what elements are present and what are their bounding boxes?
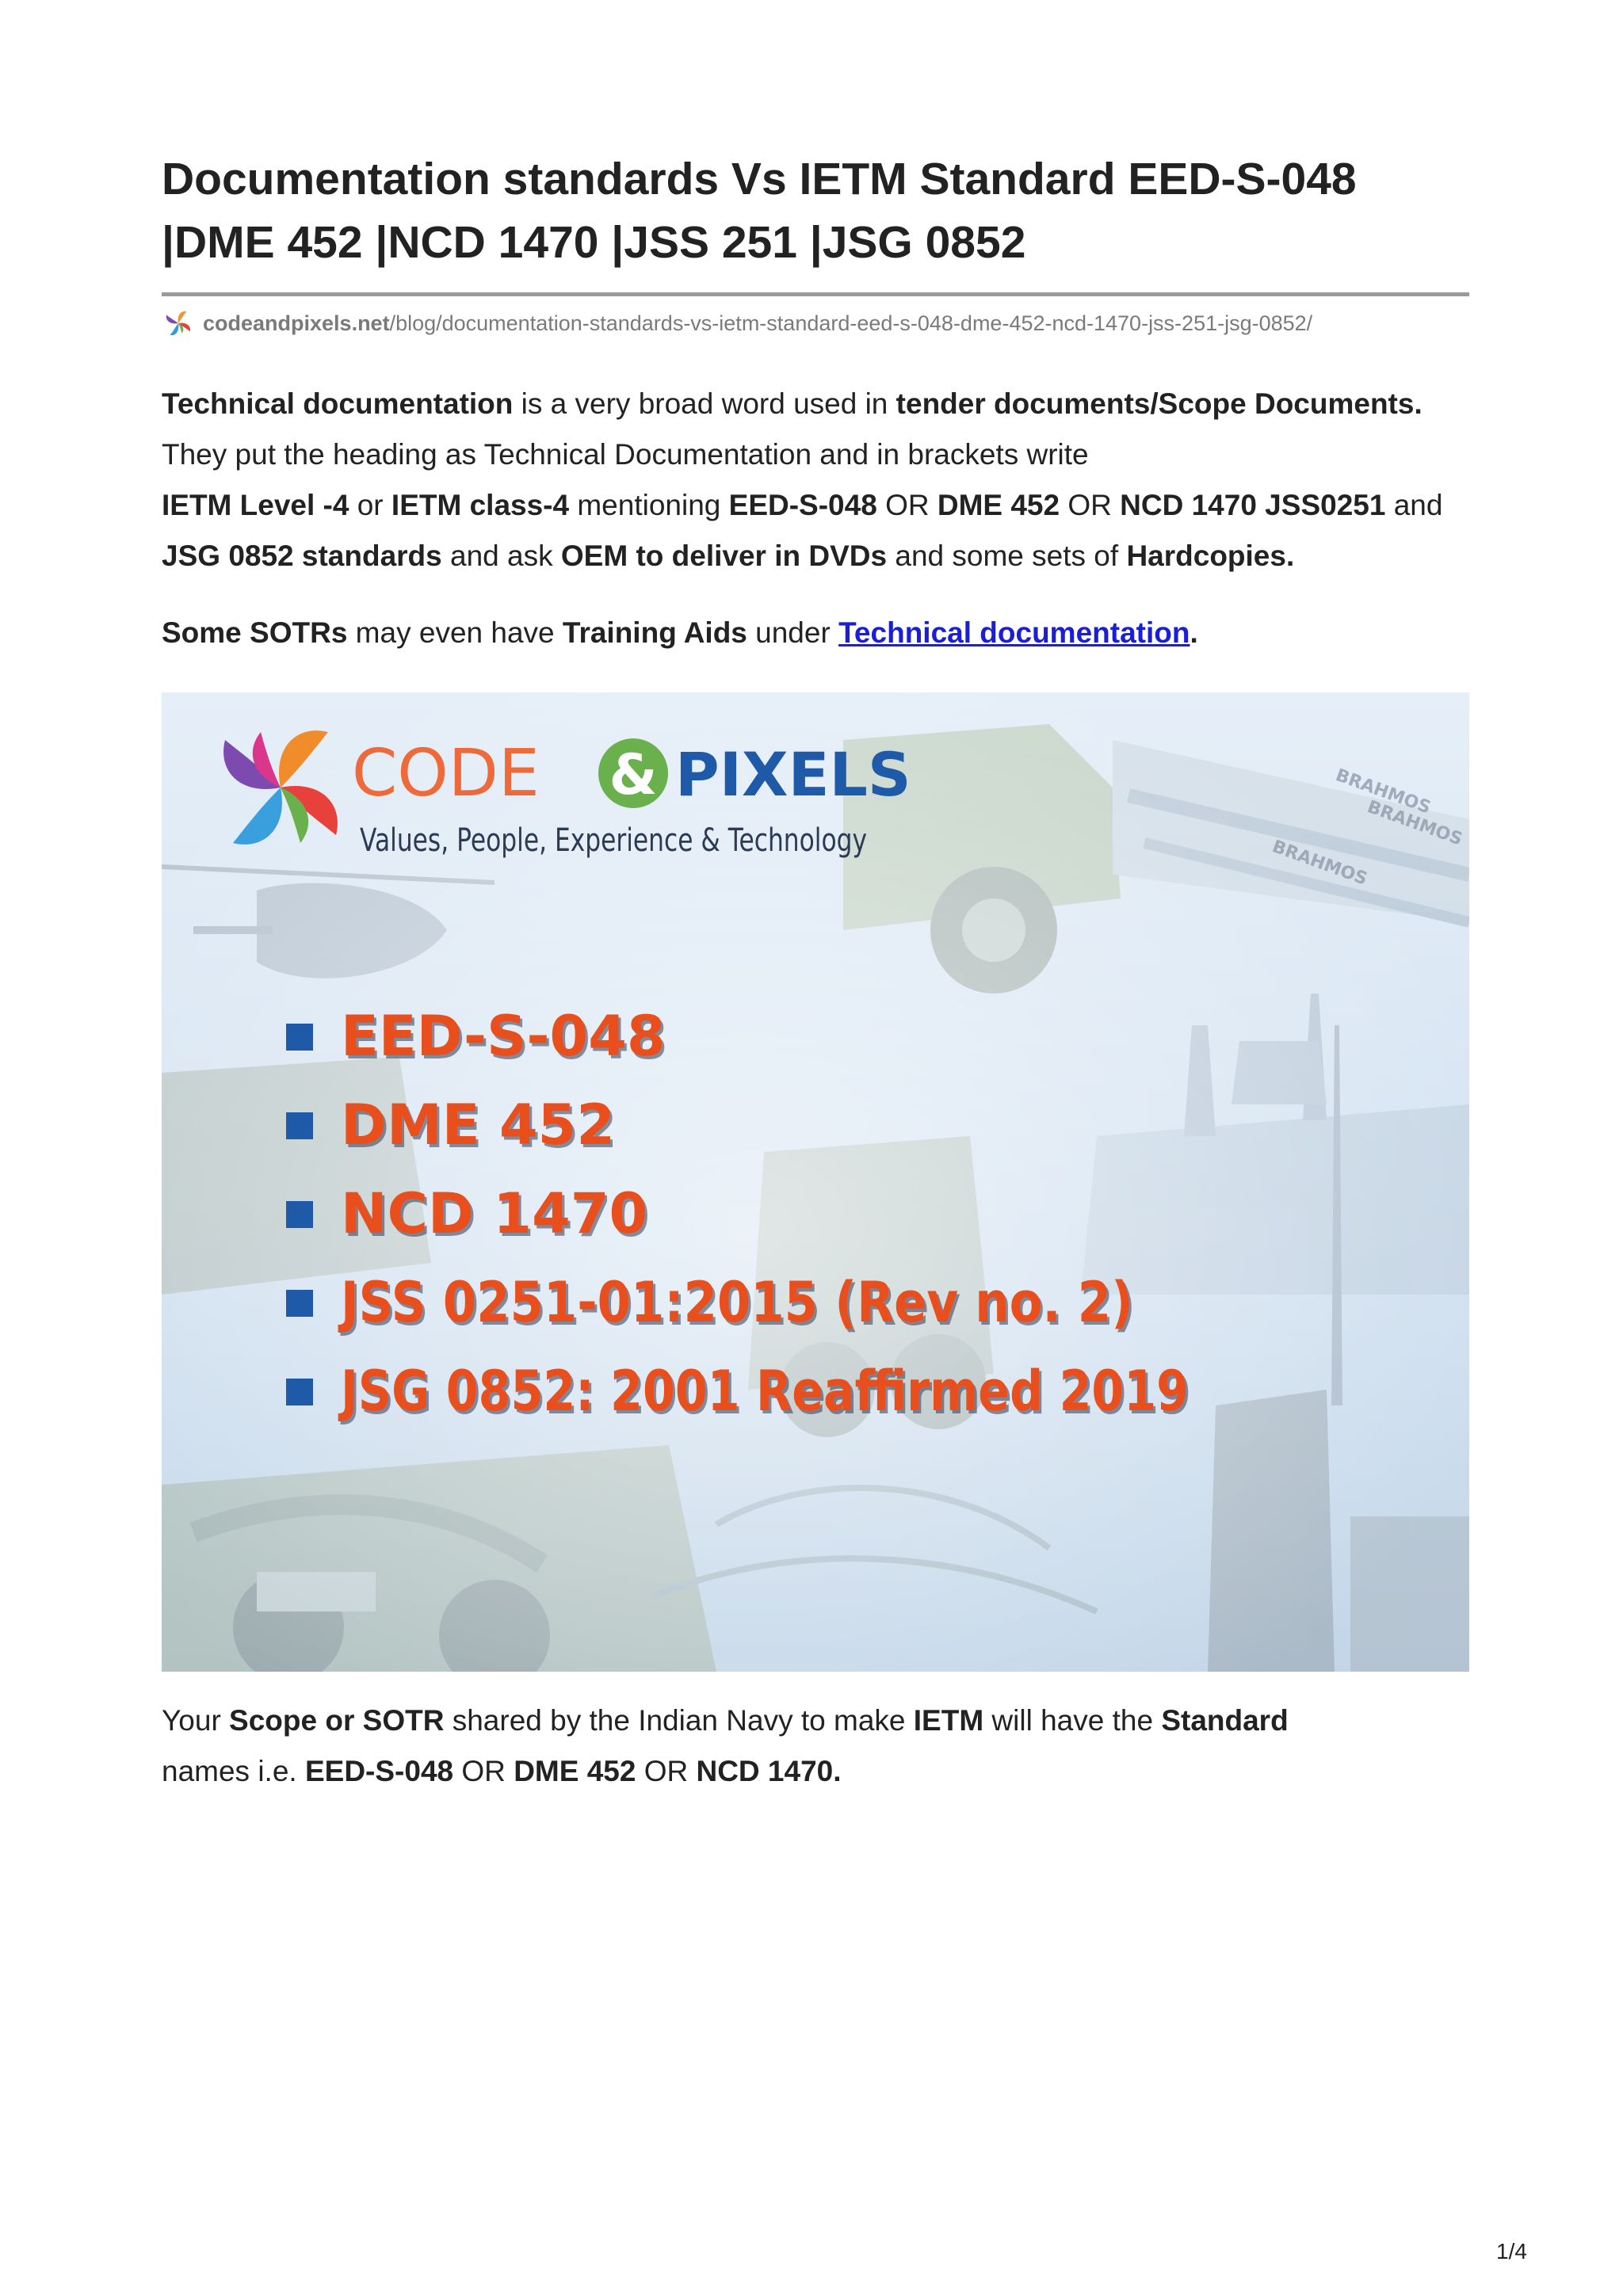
brahmos-label-1: BRAHMOS [1332,765,1434,818]
brahmos-label-3: BRAHMOS [1269,837,1370,890]
page-number: 1/4 [1496,2239,1527,2264]
brand-code-text: CODE [352,736,540,811]
title-line-2: |DME 452 |NCD 1470 |JSS 251 |JSG 0852 [162,217,1026,268]
title-divider [162,292,1469,296]
navy-scope-paragraph: Your Scope or SOTR shared by the Indian Navy to make IETM will have the Standard names i.e. EED-S-048 OR DME 452 OR NCD 1470. [162,1704,1289,1787]
sotr-paragraph: Some SOTRs may even have Training Aids under Technical documentation. [162,616,1198,649]
bullet-1 [286,1024,313,1051]
brand-ampersand-text: & [609,742,658,807]
standard-item-3: NCD 1470 [341,1181,648,1246]
standard-item-2: DME 452 [341,1093,616,1158]
title-line-1: Documentation standards Vs IETM Standard EED-S-048 [162,154,1357,204]
standard-item-1: EED-S-048 [341,1004,666,1069]
bullet-4 [286,1290,313,1317]
bullet-3 [286,1201,313,1228]
brahmos-label-2: BRAHMOS [1364,797,1465,850]
technical-documentation-link[interactable]: Technical documentation [838,616,1190,649]
bullet-5 [286,1379,313,1405]
standards-banner-image [162,692,1469,1672]
source-path: /blog/documentation-standards-vs-ietm-standard-eed-s-048-dme-452-ncd-1470-jss-251-jsg-0852/ [389,311,1313,335]
brand-pixels-text: PIXELS [675,739,911,810]
intro-paragraph: Technical documentation is a very broad word used in tender documents/Scope Documents. They put the heading as Technical Documentation and in brackets write IETM Level -4 or IETM class-4 mentioning EED-S-048 OR DME 452 OR NCD 1470 JSS0251 and JSG 0852 standards and ask OEM to deliver in DVDs and some sets of Hardcopies. [162,387,1443,572]
page-title [162,147,1469,274]
standard-item-4: JSS 0251-01:2015 (Rev no. 2) [338,1270,1133,1335]
source-url[interactable] [162,306,1312,341]
site-logo-icon [162,307,195,340]
source-domain: codeandpixels.net [203,311,390,335]
standard-item-5: JSG 0852: 2001 Reaffirmed 2019 [338,1359,1189,1424]
bullet-2 [286,1112,313,1139]
brand-tagline: Values, People, Experience & Technology [360,822,867,859]
